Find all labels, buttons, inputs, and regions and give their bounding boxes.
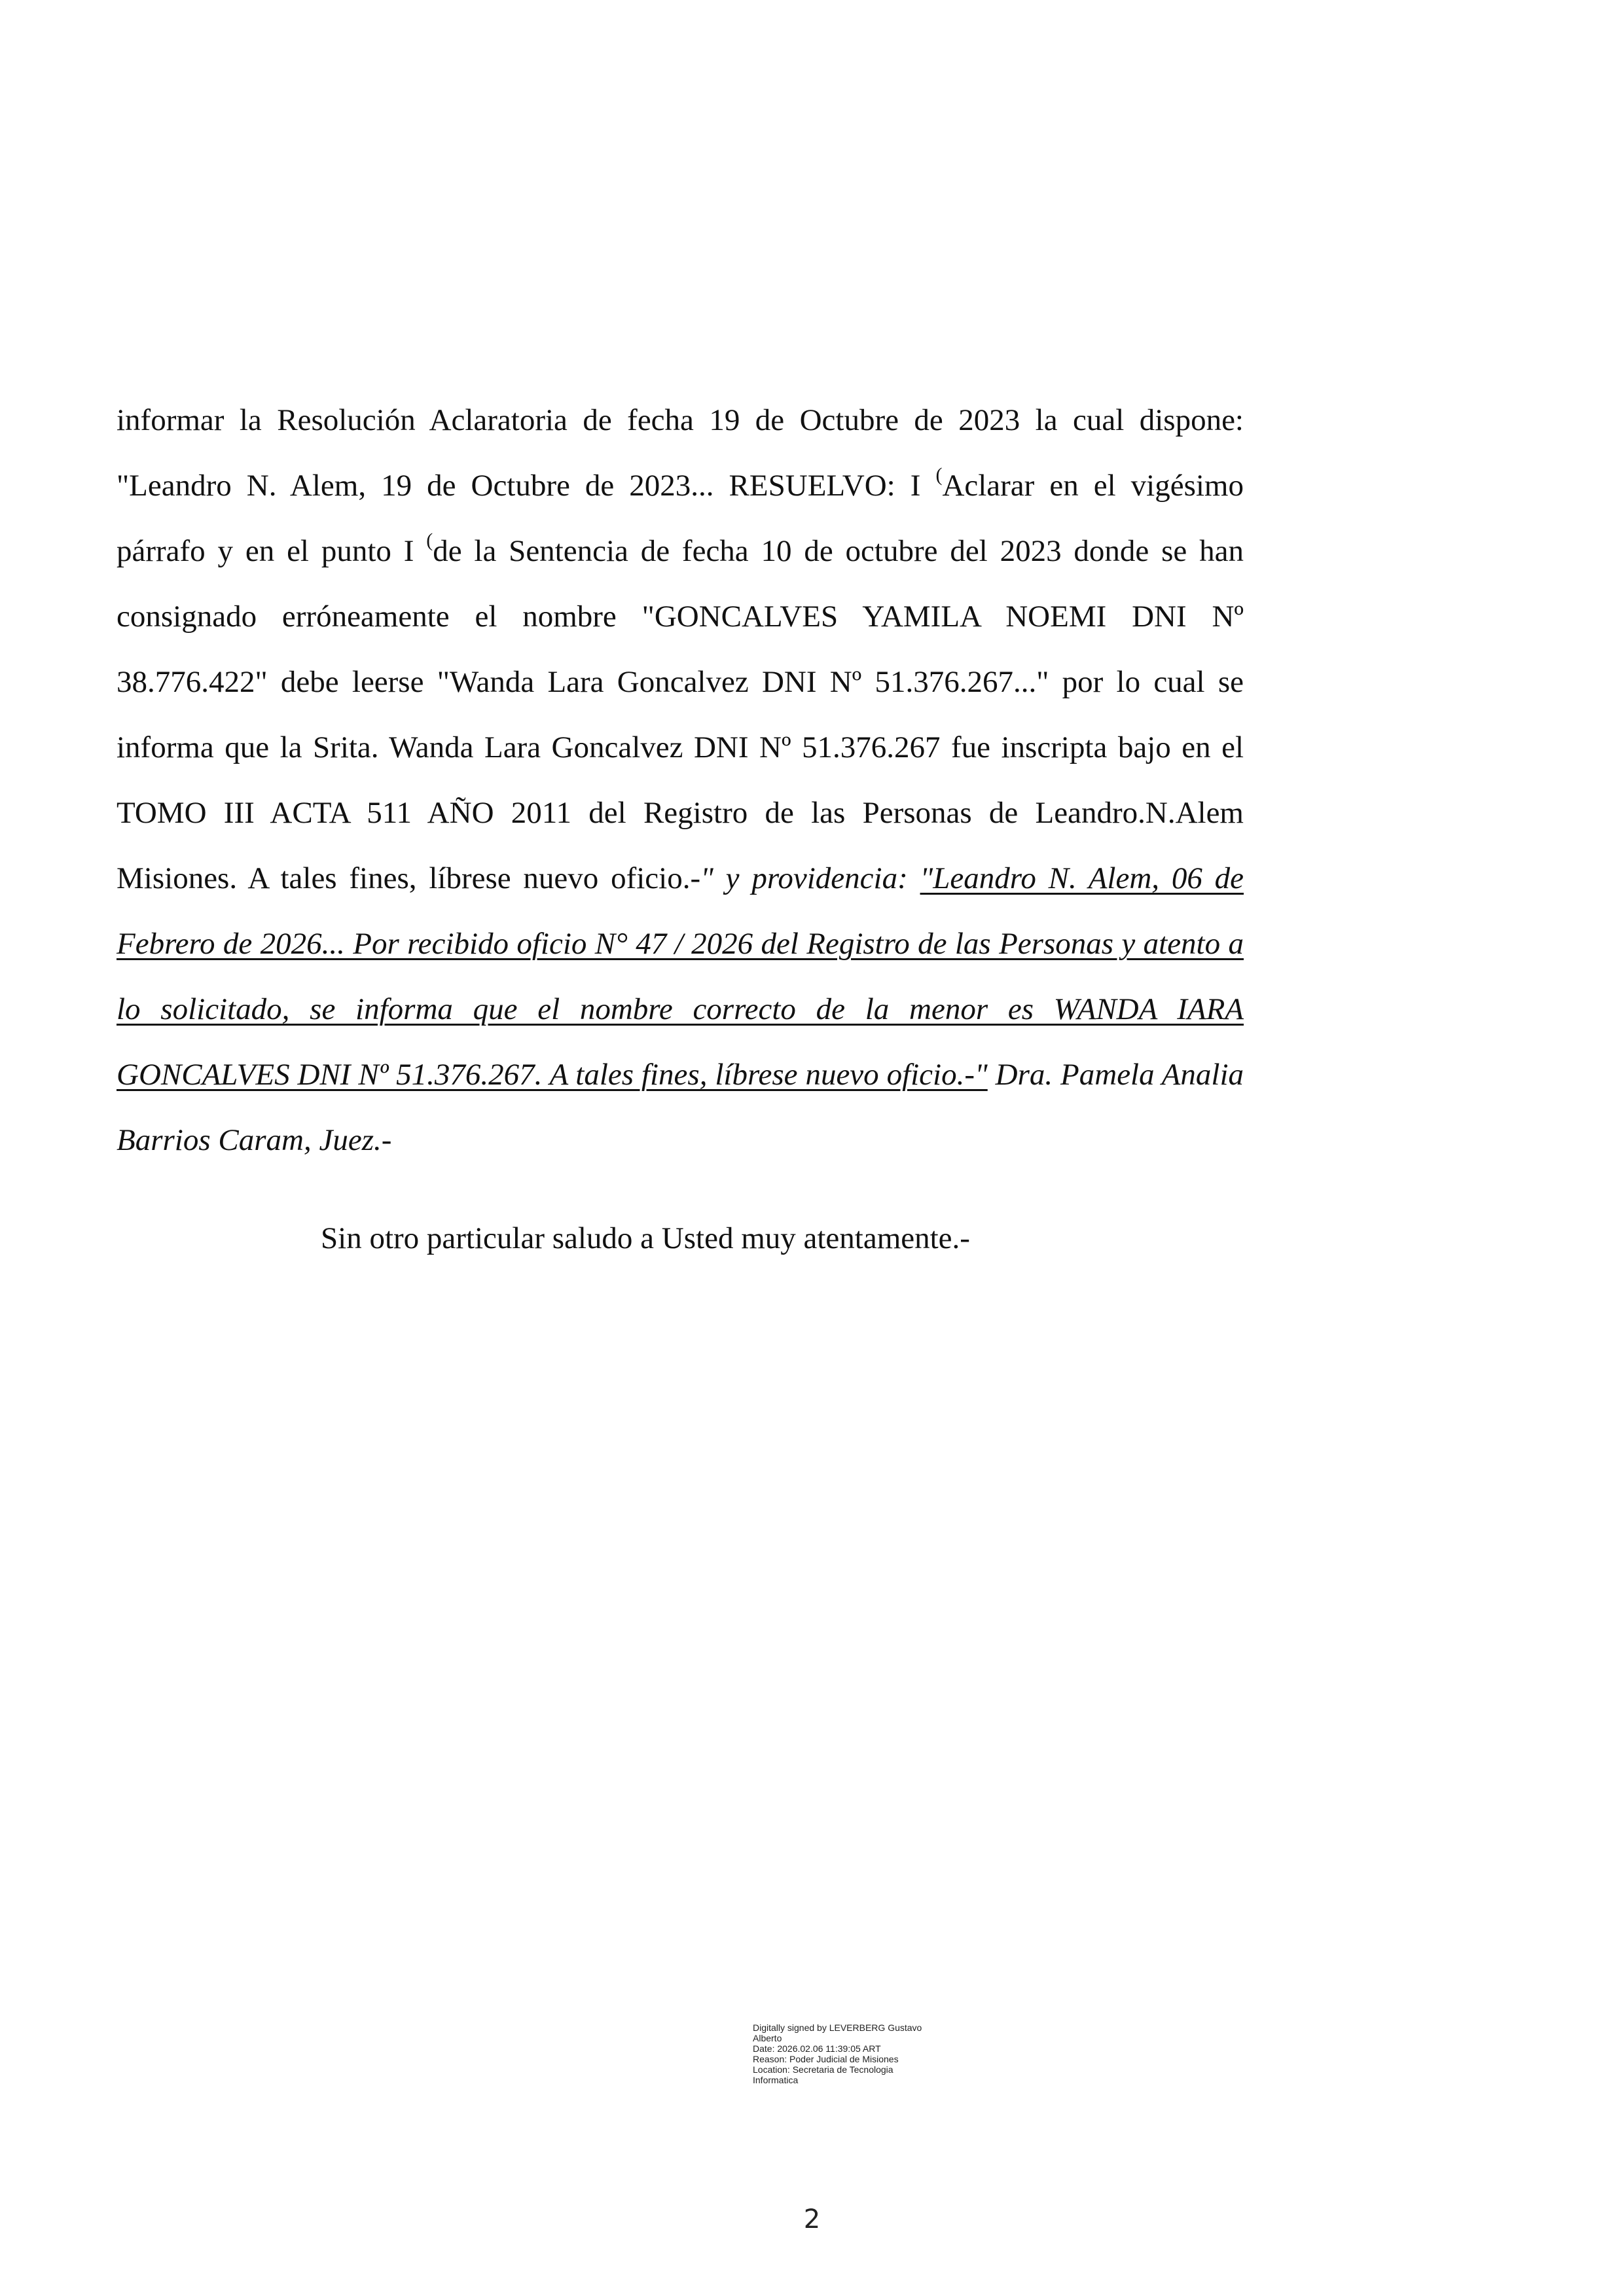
signature-date: Date: 2026.02.06 11:39:05 ART (753, 2043, 881, 2054)
body-paragraph (117, 387, 1244, 1173)
paren-mark: ( (935, 464, 943, 486)
judge-signature-text: Dra. Pamela Analia Barrios Caram, Juez.- (117, 1058, 1244, 1157)
closing-line: Sin otro particular saludo a Usted muy atentamente.- (321, 1221, 970, 1255)
resolution-text-cont: de la Sentencia de fecha 10 de octubre del 2023 donde se han consignado erróneamente el nombre "GONCALVES YAMILA NOEMI DNI Nº 38.776.422" debe leerse "Wanda Lara Goncalvez DNI Nº 51.376.267..." por lo cual se informa que la Srita. Wanda Lara Goncalvez DNI Nº 51.376.267 fue inscripta bajo en el TOMO III ACTA 511 AÑO 2011 del Registro de las Personas de Leandro.N.Alem Misiones. A tales fines, líbrese nuevo oficio.- (117, 534, 1244, 895)
signature-line: Digitally signed by LEVERBERG Gustavo (753, 2022, 922, 2033)
resolution-text: informar la Resolución Aclaratoria de fecha 19 de Octubre de 2023 la cual dispone: "Leandro N. Alem, 19 de Octubre de 2023... RESUELVO: I (117, 403, 1244, 503)
signature-reason: Reason: Poder Judicial de Misiones (753, 2054, 899, 2064)
paren-mark: ( (426, 529, 433, 551)
signature-line: Alberto (753, 2033, 782, 2043)
resolution-text-cont: Aclarar en el vigésimo párrafo y en el punto I (117, 469, 1244, 568)
providencia-quote: "Leandro N. Alem, 06 de Febrero de 2026... Por recibido oficio N° 47 / 2026 del Registro de las Personas y atento a lo solicitado, se informa que el nombre correcto de la menor es WANDA IARA GONCALVES DNI Nº 51.376.267. A tales fines, líbrese nuevo oficio.-" (117, 861, 1244, 1092)
signature-location: Location: Secretaria de Tecnologia (753, 2064, 893, 2075)
signature-location-cont: Informatica (753, 2075, 799, 2085)
digital-signature-stamp (753, 2022, 975, 2085)
providencia-intro: " y providencia: (700, 861, 920, 895)
page-number: 2 (803, 2204, 821, 2234)
